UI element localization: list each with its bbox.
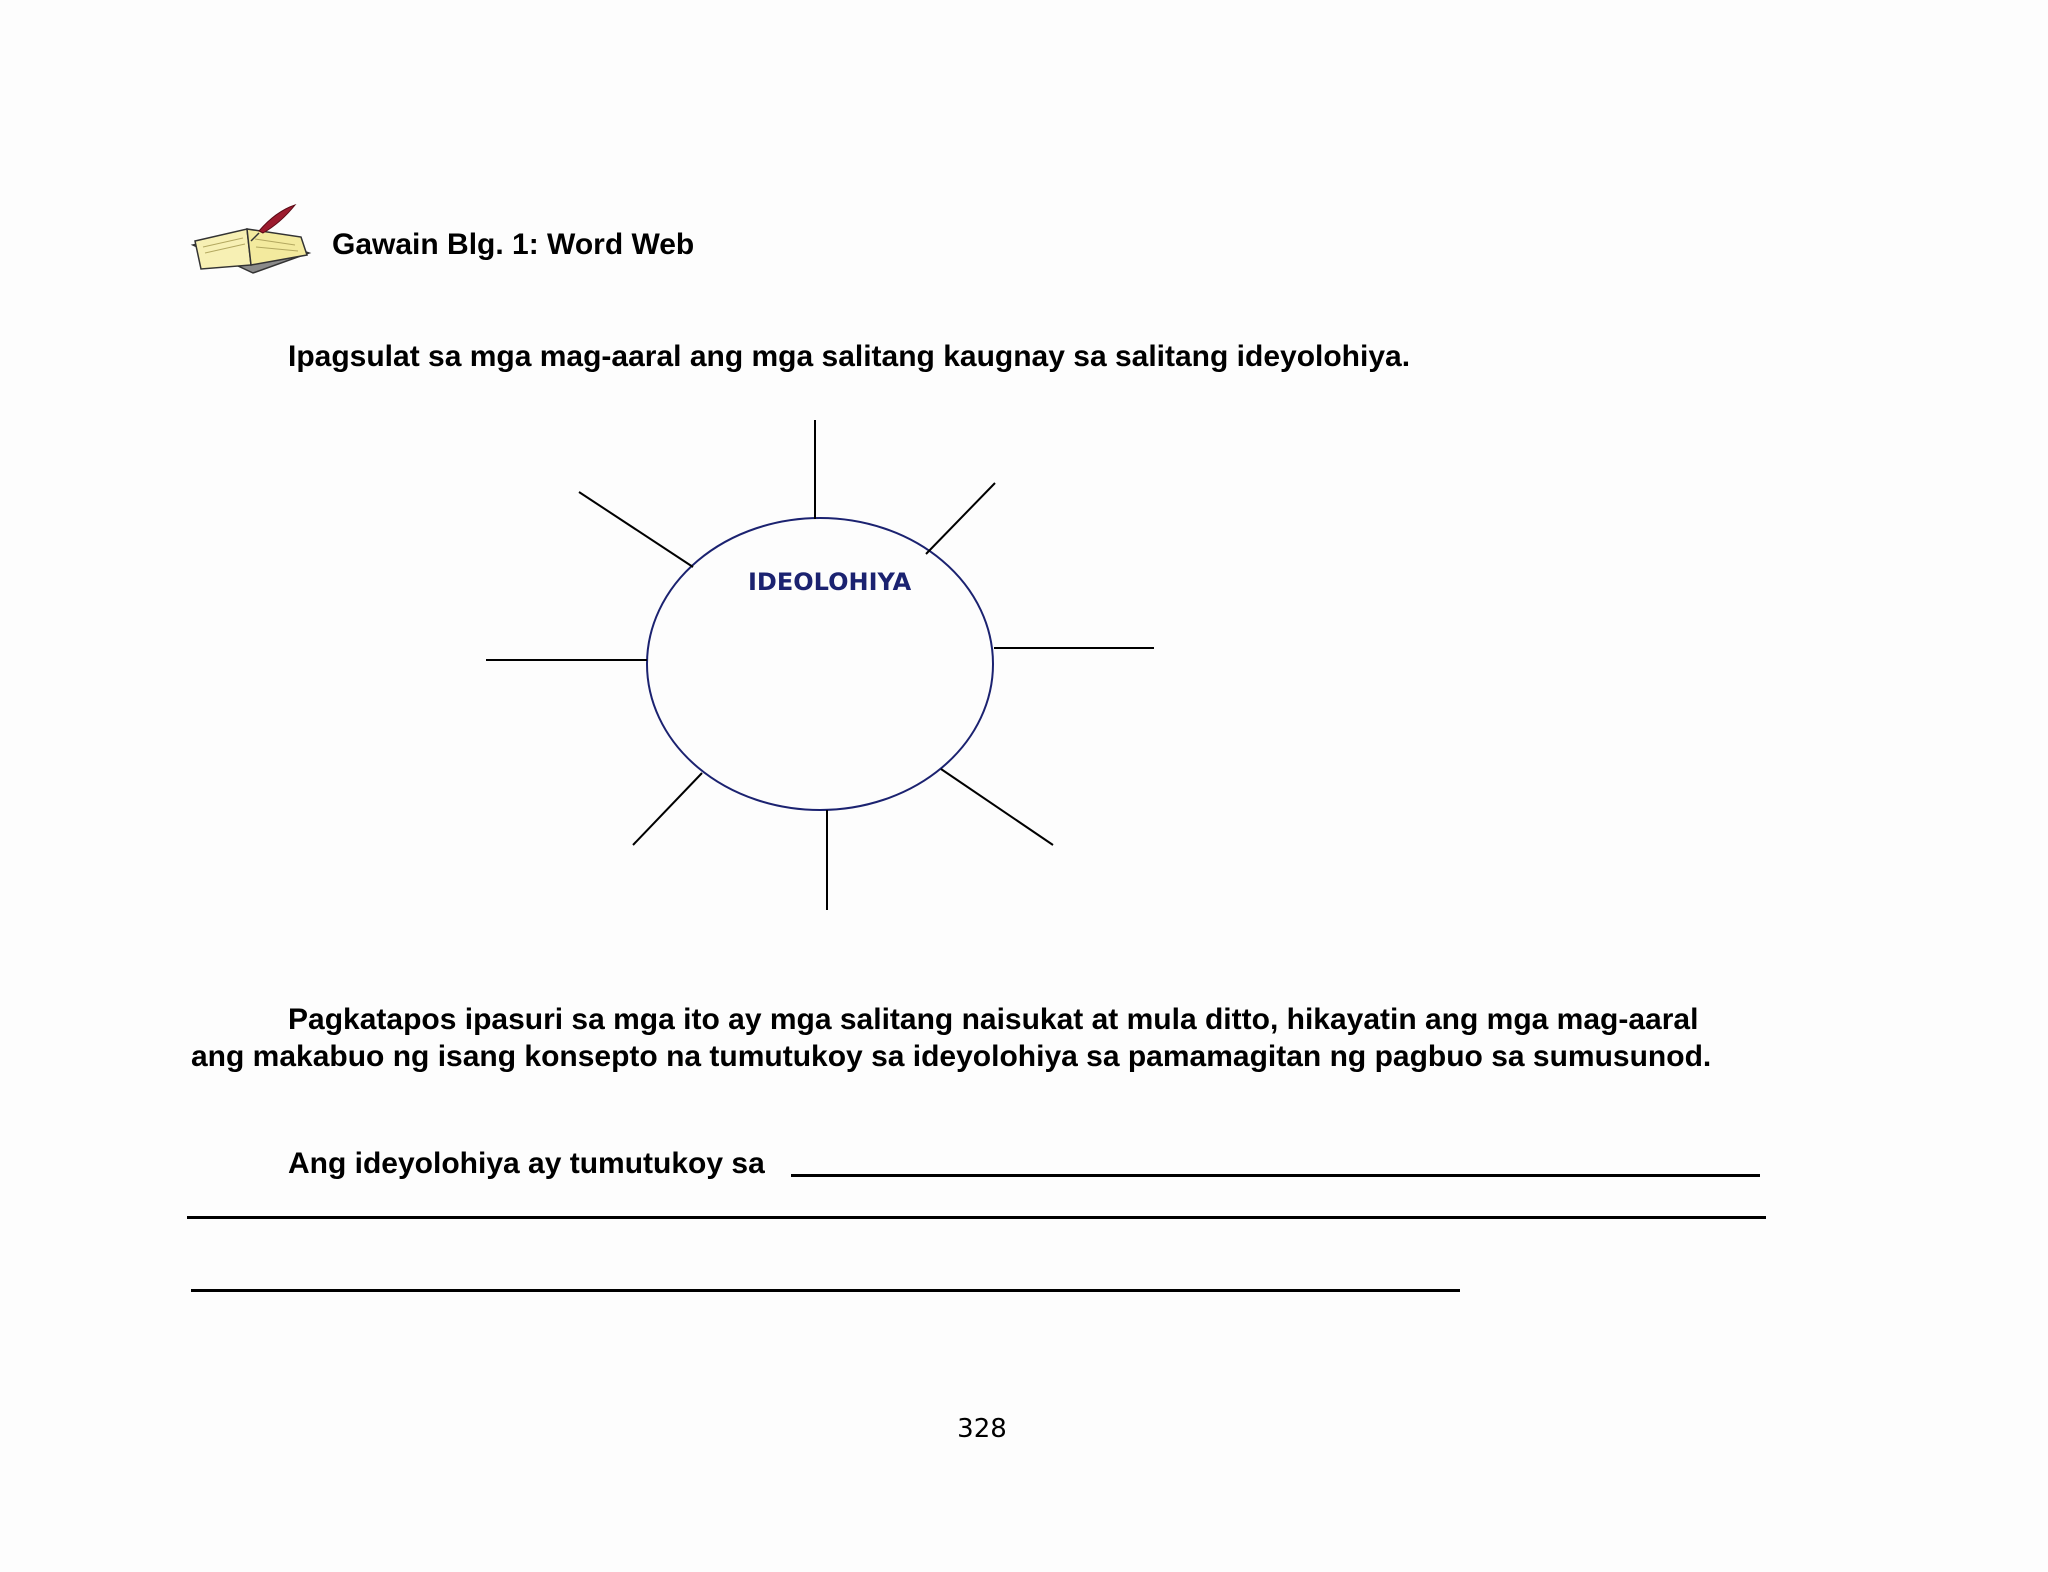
open-book-with-quill-icon: [189, 203, 313, 275]
follow-up-paragraph: Pagkatapos ipasuri sa mga ito ay mga salitang naisukat at mula ditto, hikayatin ang mga mag-aaral ang makabuo ng isang konsepto na tumutukoy sa ideyolohiya sa pamamagitan ng pagbuo sa sumusunod.: [191, 1003, 1712, 1073]
word-web-center-label: IDEOLOHIYA: [748, 568, 912, 596]
answer-blank-line-1[interactable]: [791, 1174, 1760, 1177]
answer-blank-line-2[interactable]: [187, 1216, 1766, 1219]
instruction-text: Ipagsulat sa mga mag-aaral ang mga salitang kaugnay sa salitang ideyolohiya.: [288, 340, 1411, 373]
word-web-center-ellipse: [647, 518, 993, 810]
activity-title: Gawain Blg. 1: Word Web: [332, 228, 695, 261]
page-number: 328: [957, 1414, 1007, 1444]
sentence-prompt: Ang ideyolohiya ay tumutukoy sa: [288, 1147, 765, 1180]
word-web-spoke-bottom-left: [633, 773, 702, 845]
word-web-spoke-top-left: [579, 492, 693, 567]
word-web-spoke-top-right: [926, 483, 995, 554]
answer-blank-line-3[interactable]: [191, 1289, 1460, 1292]
word-web-spoke-bottom-right: [941, 769, 1053, 845]
